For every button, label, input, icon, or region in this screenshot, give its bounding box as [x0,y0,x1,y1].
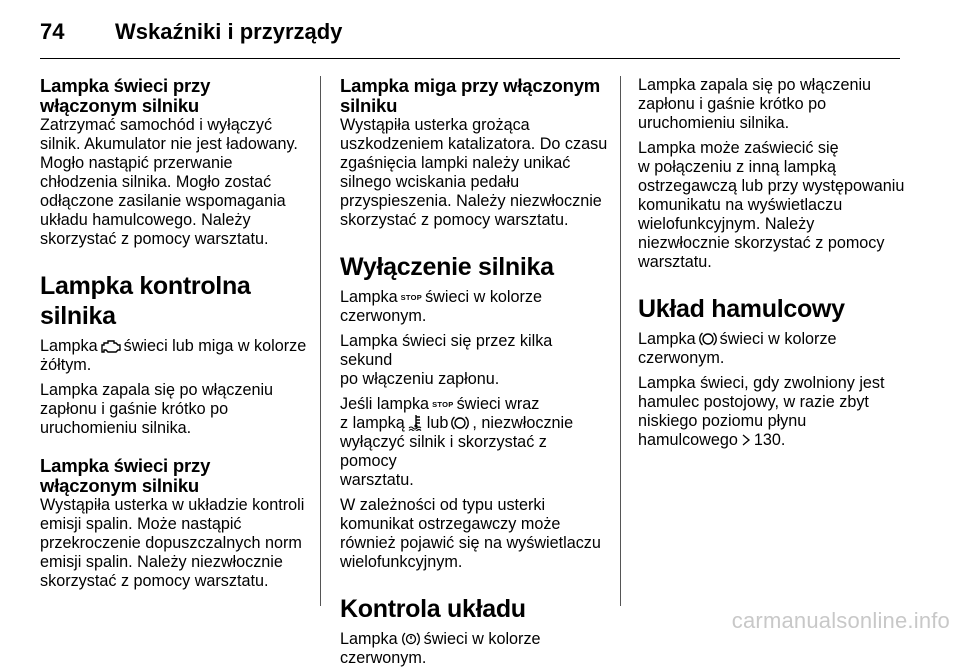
column-divider [320,76,321,606]
column-3 [638,76,906,452]
paragraph: Lampka świeci, gdy zwolniony jest hamulec postojowy, w razie zbyt niskiego poziomu płynu hamulcowego 130. [638,374,906,452]
coolant-icon [408,414,424,431]
header-rule [40,58,900,59]
paragraph: Lampka świeci się przez kilka sekund po włączeniu zapłonu. [340,332,553,388]
paragraph: Lampka zapala się po włączeniu zapłonu i gaśnie krótko po uruchomieniu silnika. [638,76,872,132]
brake-icon [699,331,717,347]
stop-icon: STOP [400,293,423,302]
column-1 [40,76,310,591]
column-2 [340,76,608,668]
paragraph: Lampka świeci w kolorze czerwonym. [340,630,541,667]
paragraph: Wystąpiła usterka w układzie kontroli emisji spalin. Może nastąpić przekroczenie dopuszczalnych norm emisji spalin. Należy niezwłocznie skorzystać z pomocy warsztatu. [40,496,305,590]
page-header [40,14,900,50]
subheading: Lampka świeci przy włączonym silniku [40,455,211,496]
brake-icon [451,415,469,431]
section-heading: Kontrola układu [340,595,526,623]
steering-icon [401,631,421,647]
section-heading: Układ hamulcowy [638,295,845,323]
stop-icon: STOP [432,400,454,409]
paragraph: Jeśli lampka STOP świeci wraz z lampką lub , niezwłocznie wyłączyć silnik i skorzystać z pomocy warsztatu. [340,395,574,489]
watermark: carmanualsonline.info [731,608,950,633]
paragraph: Lampka STOP świeci w kolorze czerwonym. [340,288,543,325]
paragraph: W zależności od typu usterki komunikat ostrzegawczy może również pojawić się na wyświetlaczu wielofunkcyjnym. [340,496,601,571]
paragraph: Lampka świeci lub miga w kolorze żółtym. [40,337,307,374]
paragraph: Zatrzymać samochód i wyłączyć silnik. Akumulator nie jest ładowany. Mogło nastąpić przerwanie chłodzenia silnika. Mogło zostać odłączone zasilanie wspomagania układu hamulcowego. Należy skorzystać z pomocy warsztatu. [40,116,298,248]
paragraph: Lampka zapala się po włączeniu zapłonu i gaśnie krótko po uruchomieniu silnika. [40,381,274,437]
section-heading: Lampka kontrolna silnika [40,272,251,330]
section-heading: Wyłączenie silnika [340,253,554,281]
page-title: Wskaźniki i przyrządy [115,19,343,44]
subheading: Lampka miga przy włączonym silniku [340,75,601,116]
subheading: Lampka świeci przy włączonym silniku [40,75,211,116]
page-ref-icon[interactable] [741,433,751,452]
paragraph: Lampka może zaświecić się w połączeniu z inną lampką ostrzegawczą lub przy występowaniu komunikatu na wyświetlaczu wielofunkcyjnym. Należy niezwłocznie skorzystać z pomocy warsztatu. [638,139,905,271]
paragraph: Wystąpiła usterka grożąca uszkodzeniem katalizatora. Do czasu zgaśnięcia lampki należy unikać silnego wciskania pedału przyspieszenia. Należy niezwłocznie skorzystać z pomocy warsztatu. [340,116,608,229]
column-divider [620,76,621,606]
paragraph: Lampka świeci w kolorze czerwonym. [638,330,837,367]
engine-icon [101,338,121,354]
page-number: 74 [40,19,65,44]
